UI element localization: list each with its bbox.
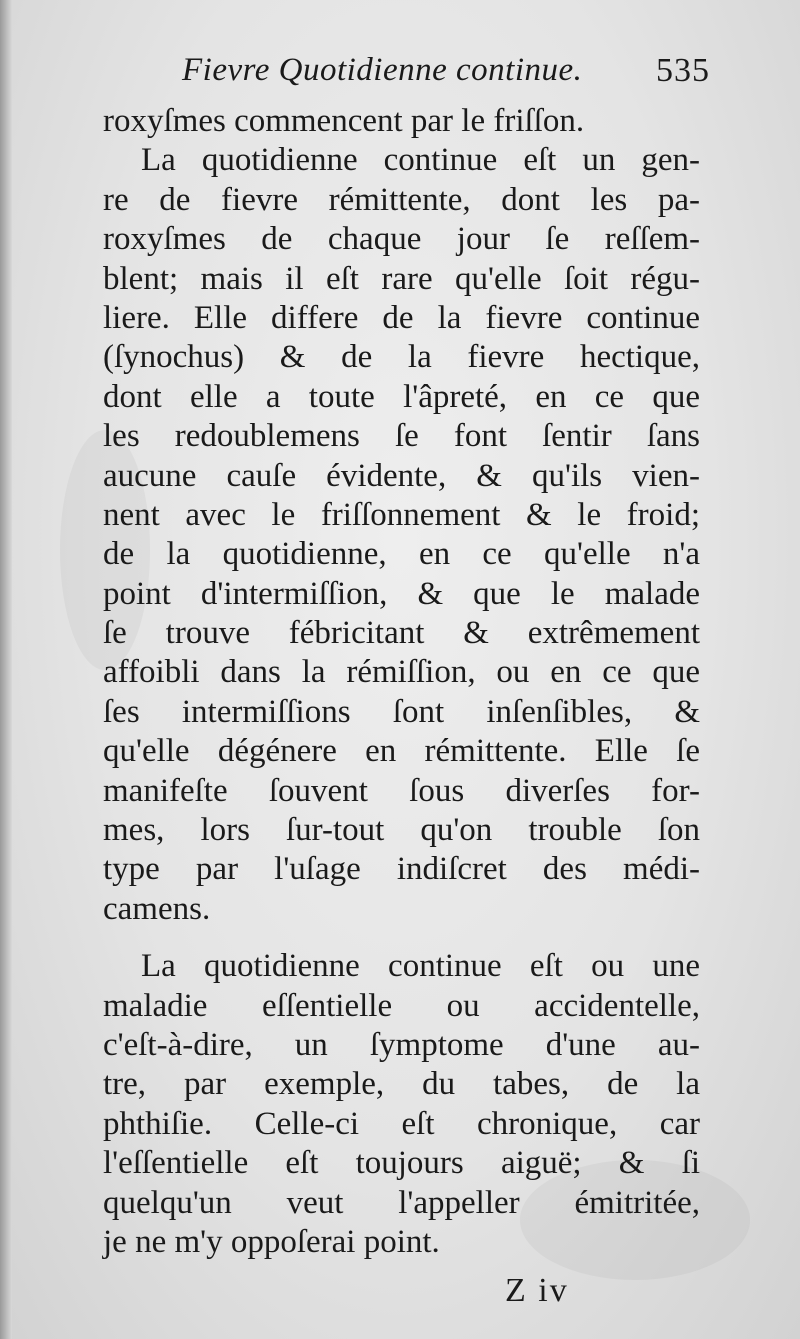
text-line: quelqu'un veut l'appeller émitritée, xyxy=(103,1184,700,1221)
running-head: Fievre Quotidienne continue. xyxy=(182,52,583,88)
signature-mark: Z iv xyxy=(505,1272,569,1309)
text-line: point d'intermiſſion, & que le malade xyxy=(103,575,700,612)
paragraph xyxy=(103,141,700,929)
text-line: roxyſmes commencent par le friſſon. xyxy=(103,103,585,139)
paragraph xyxy=(103,947,700,1262)
page-header xyxy=(100,52,710,96)
text-line: maladie eſſentielle ou accidentelle, xyxy=(103,987,700,1024)
text-line: (ſynochus) & de la fievre hectique, xyxy=(103,339,700,376)
paragraph-gap xyxy=(103,929,700,947)
text-line: phthiſie. Celle-ci eſt chronique, car xyxy=(103,1105,700,1142)
text-line: qu'elle dégénere en rémittente. Elle ſe xyxy=(103,733,700,770)
text-line: les redoublemens ſe font ſentir ſans xyxy=(103,418,700,455)
text-line: liere. Elle differe de la fievre continue xyxy=(103,299,700,336)
text-line: La quotidienne continue eſt un gen- xyxy=(141,142,700,179)
text-line: l'eſſentielle eſt toujours aiguë; & ſi xyxy=(103,1145,700,1182)
text-line: manifeſte ſouvent ſous diverſes for- xyxy=(103,772,700,809)
text-line: camens. xyxy=(103,890,211,927)
text-line: ſes intermiſſions ſont inſenſibles, & xyxy=(103,693,700,730)
paragraph-continuation xyxy=(103,102,700,141)
text-line: de la quotidienne, en ce qu'elle n'a xyxy=(103,536,700,573)
text-line: roxyſmes de chaque jour ſe reſſem- xyxy=(103,221,700,258)
text-line: affoibli dans la rémiſſion, ou en ce que xyxy=(103,654,700,691)
text-line: type par l'uſage indiſcret des médi- xyxy=(103,851,700,888)
text-line: nent avec le friſſonnement & le froid; xyxy=(103,496,700,533)
text-line: La quotidienne continue eſt ou une xyxy=(141,948,700,985)
text-line: blent; mais il eſt rare qu'elle ſoit régu- xyxy=(103,260,700,297)
text-line: mes, lors ſur-tout qu'on trouble ſon xyxy=(103,812,700,849)
body-text xyxy=(103,102,700,1262)
page-gutter-shadow xyxy=(0,0,12,1339)
text-line: dont elle a toute l'âpreté, en ce que xyxy=(103,378,700,415)
text-line: je ne m'y oppoſerai point. xyxy=(103,1223,440,1260)
text-line: tre, par exemple, du tabes, de la xyxy=(103,1066,700,1103)
page-number: 535 xyxy=(656,52,710,89)
text-line: c'eſt-à-dire, un ſymptome d'une au- xyxy=(103,1026,700,1063)
text-line: ſe trouve fébricitant & extrêmement xyxy=(103,615,700,652)
text-line: re de fievre rémittente, dont les pa- xyxy=(103,181,700,218)
text-line: aucune cauſe évidente, & qu'ils vien- xyxy=(103,457,700,494)
